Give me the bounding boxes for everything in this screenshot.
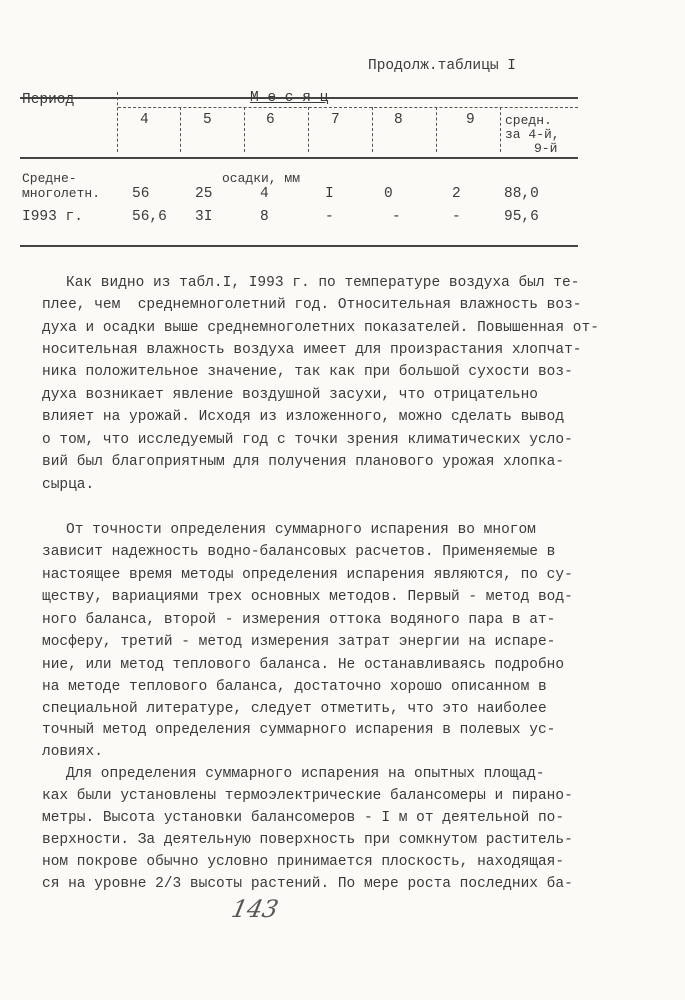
- row-label: многолетн.: [22, 186, 101, 201]
- column-separator: [372, 107, 373, 152]
- text-line: Для определения суммарного испарения на опытных площад-: [66, 766, 545, 782]
- table-cell: 0: [384, 186, 393, 202]
- column-header-9: 9: [466, 112, 475, 128]
- text-line: мосферу, третий - метод измерения затрат энергии на испаре-: [42, 634, 556, 650]
- column-header-7: 7: [331, 112, 340, 128]
- text-line: точный метод определения суммарного испарения в полевых ус-: [42, 722, 556, 738]
- text-line: верхности. За деятельную поверхность при сомкнутом раститель-: [42, 832, 573, 848]
- table-cell: 25: [195, 186, 213, 202]
- column-separator: [436, 107, 437, 152]
- column-separator: [308, 107, 309, 152]
- column-separator: [244, 107, 245, 152]
- text-line: ника положительное значение, так как при большой сухости воз-: [42, 364, 573, 380]
- text-line: зависит надежность водно-балансовых расчетов. Применяемые в: [42, 544, 556, 560]
- column-header-4: 4: [140, 112, 149, 128]
- text-line: о том, что исследуемый год с точки зрения климатических усло-: [42, 432, 573, 448]
- avg-header-2: за 4-й,: [505, 127, 560, 142]
- table-cell: -: [392, 209, 401, 225]
- text-line: ках были установлены термоэлектрические балансомеры и пирано-: [42, 788, 573, 804]
- text-line: плее, чем среднемноголетний год. Относительная влажность воз-: [42, 297, 582, 313]
- text-line: на методе теплового баланса, достаточно хорошо описанном в: [42, 679, 547, 695]
- text-line: ном покрове обычно условно принимается плоскость, находящая-: [42, 854, 565, 870]
- month-header: М е с я ц: [250, 90, 329, 106]
- text-line: сырца.: [42, 477, 95, 493]
- text-line: настоящее время методы определения испарения являются, по су-: [42, 567, 573, 583]
- text-line: носительная влажность воздуха имеет для произрастания хлопчат-: [42, 342, 582, 358]
- text-line: вий был благоприятным для получения планового урожая хлопка-: [42, 454, 565, 470]
- table-cell: I: [325, 186, 334, 202]
- text-line: ловиях.: [42, 744, 103, 760]
- column-separator: [500, 107, 501, 152]
- column-header-8: 8: [394, 112, 403, 128]
- table-cell: 56: [132, 186, 150, 202]
- row-label: Средне-: [22, 171, 77, 186]
- row-label: I993 г.: [22, 209, 83, 225]
- text-line: ществу, вариациями трех основных методов. Первый - метод вод-: [42, 589, 573, 605]
- table-cell: -: [452, 209, 461, 225]
- table-cell: 3I: [195, 209, 213, 225]
- text-line: ного баланса, второй - измерения оттока водяного пара в ат-: [42, 612, 556, 628]
- month-divider: [118, 107, 578, 108]
- table-cell: 56,6: [132, 209, 167, 225]
- table-continuation-label: Продолж.таблицы I: [368, 58, 516, 74]
- table-cell-avg: 88,0: [504, 186, 539, 202]
- text-line: духа и осадки выше среднемноголетних показателей. Повышенная от-: [42, 320, 599, 336]
- table-cell: 2: [452, 186, 461, 202]
- avg-header-1: средн.: [505, 113, 552, 128]
- table-cell: 8: [260, 209, 269, 225]
- text-line: От точности определения суммарного испарения во многом: [66, 522, 536, 538]
- column-separator: [117, 92, 118, 152]
- text-line: метры. Высота установки балансомеров - I м от деятельной по-: [42, 810, 565, 826]
- section-label: осадки, мм: [222, 171, 301, 186]
- table-cell-avg: 95,6: [504, 209, 539, 225]
- text-line: ние, или метод теплового баланса. Не останавливаясь подробно: [42, 657, 565, 673]
- text-line: специальной литературе, следует отметить, что это наиболее: [42, 701, 547, 717]
- text-line: влияет на урожай. Исходя из изложенного, можно сделать вывод: [42, 409, 565, 425]
- column-header-5: 5: [203, 112, 212, 128]
- text-line: Как видно из табл.I, I993 г. по температуре воздуха был те-: [66, 275, 580, 291]
- period-header: Период: [22, 92, 75, 108]
- page-number-handwritten: 143: [229, 895, 281, 923]
- table-bottom-rule: [20, 245, 578, 247]
- table-cell: 4: [260, 186, 269, 202]
- table-header-rule: [20, 157, 578, 159]
- avg-header-3: 9-й: [534, 141, 558, 156]
- column-header-6: 6: [266, 112, 275, 128]
- text-line: духа возникает явление воздушной засухи, что отрицательно: [42, 387, 538, 403]
- column-separator: [180, 107, 181, 152]
- text-line: ся на уровне 2/3 высоты растений. По мере роста последних ба-: [42, 876, 573, 892]
- table-cell: -: [325, 209, 334, 225]
